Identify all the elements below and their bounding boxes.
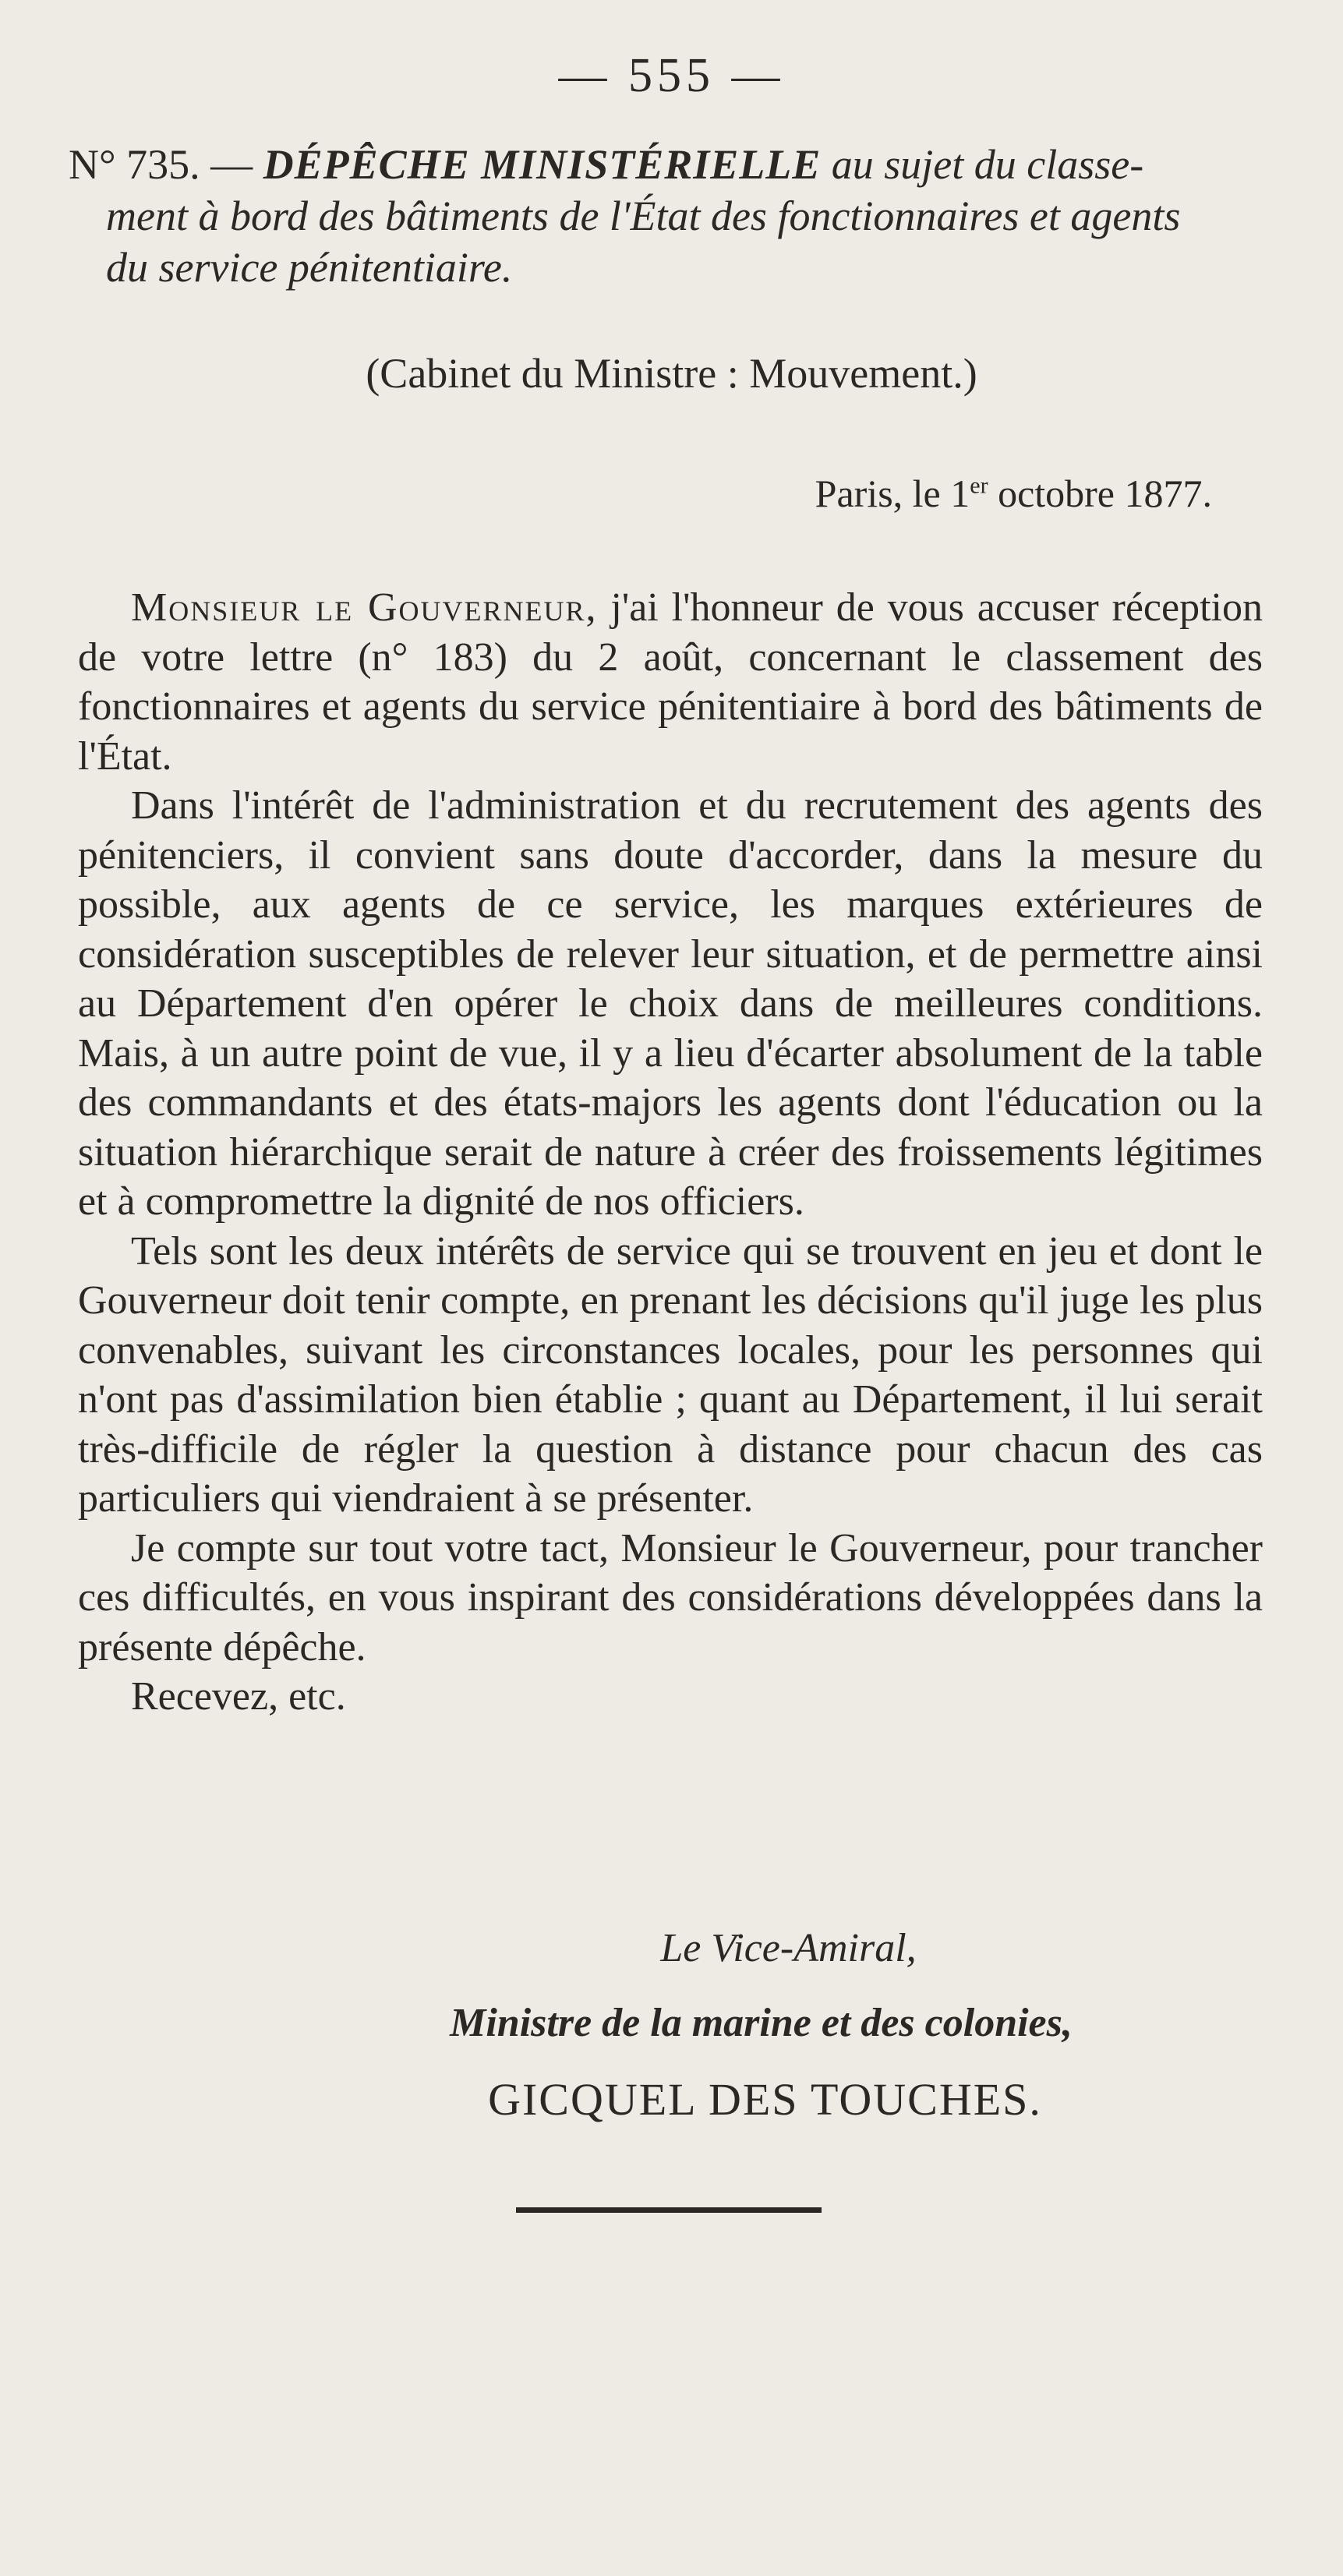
letter-body xyxy=(78,583,1263,1722)
dateline-suffix: octobre 1877. xyxy=(988,472,1212,515)
dateline-prefix: Paris, le 1 xyxy=(815,472,970,515)
paragraph-4: Je compte sur tout votre tact, Monsieur le Gouverneur, pour trancher ces difficultés, en vous inspirant des considérations développées dans la présente dépêche. xyxy=(78,1525,1263,1670)
document-title xyxy=(69,139,1269,293)
title-subject-line-2: ment à bord des bâtiments de l'État des fonctionnaires et agents xyxy=(106,193,1181,239)
signature-office: Ministre de la marine et des colonies, xyxy=(450,2001,1073,2045)
title-dash: — xyxy=(200,141,263,188)
salutation: Monsieur le Gouverneur, xyxy=(131,585,598,630)
closing-formula: Recevez, etc. xyxy=(131,1674,346,1719)
title-subject-line-3: du service pénitentiaire. xyxy=(106,244,513,291)
page-number: — 555 — xyxy=(558,49,785,102)
paragraph-1 xyxy=(78,583,1263,781)
dateline xyxy=(815,471,1212,516)
closing-rule xyxy=(516,2207,822,2213)
paragraph-2: Dans l'intérêt de l'administration et du recrutement des agents des pénitenciers, il convient sans doute d'accorder, dans la mesure du possible, aux agents de ce service, les marques extérieures de considération susceptibles de relever leur situation, et de permettre ainsi au Département d'en opérer le choix dans de meilleures conditions. Mais, à un autre point de vue, il y a lieu d'écarter absolument de la table des commandants et des états-majors les agents dont l'éducation ou la situation hiérarchique serait de nature à créer des froissements légitimes et à compromettre la dignité de nos officiers. xyxy=(78,783,1263,1224)
signature-rank: Le Vice-Amiral, xyxy=(660,1926,917,1970)
dateline-ordinal: er xyxy=(970,472,988,499)
paragraph-1-text: j'ai l'honneur de vous accuser réception de votre lettre (n° 183) du 2 août, concernant le classement des fonctionnaires et agents du service pénitentiaire à bord des bâtiments de l'État. xyxy=(78,585,1263,779)
title-subject-start: au sujet du classe- xyxy=(821,141,1144,188)
paragraph-3: Tels sont les deux intérêts de service qui se trouvent en jeu et dont le Gouverneur doit tenir compte, en prenant les décisions qu'il juge les plus convenables, suivant les circonstances locales, pour les personnes qui n'ont pas d'assimilation bien établie ; quant au Département, il lui serait très-difficile de régler la question à distance pour chacun des cas particuliers qui viendraient à se présenter. xyxy=(78,1228,1263,1521)
document-number: N° 735. xyxy=(69,141,200,188)
signature-name: GICQUEL DES TOUCHES. xyxy=(488,2074,1042,2125)
cabinet-line: (Cabinet du Ministre : Mouvement.) xyxy=(366,350,977,397)
title-heading: DÉPÊCHE MINISTÉRIELLE xyxy=(263,141,822,188)
